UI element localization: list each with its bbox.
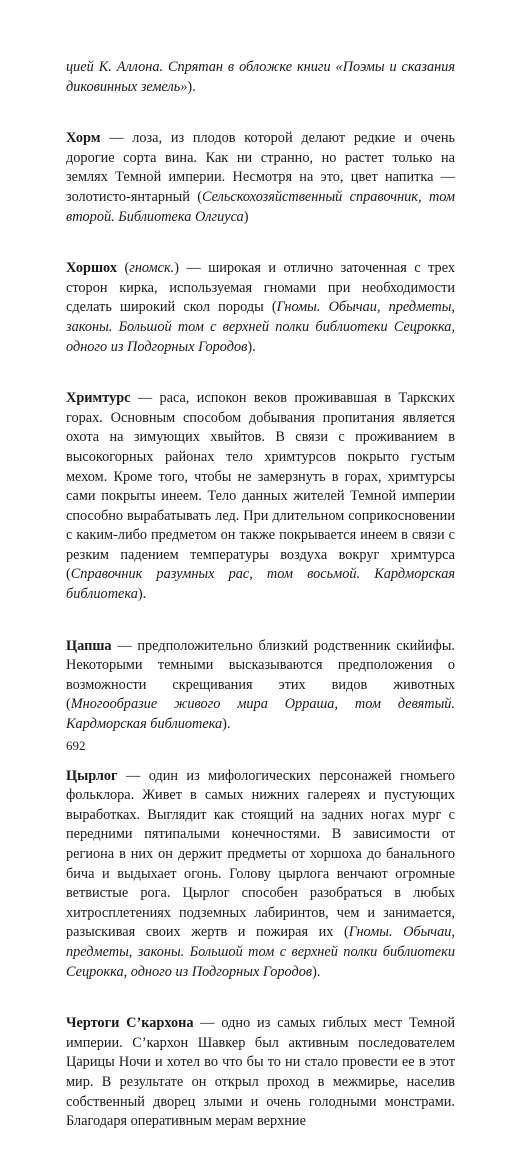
entry-text	[66, 259, 455, 357]
entry-tsyrlog	[66, 767, 455, 983]
entry-part: (	[117, 260, 130, 277]
entry-part: Многообразие живого мира Орраша, том девятый. Кардморская библиотека	[66, 696, 455, 733]
entry-part: Справочник разумных рас, том восьмой. Кардморская библиотека	[66, 566, 455, 603]
entry-text	[66, 58, 455, 97]
entry-term: Хримтурс	[66, 390, 131, 407]
entry-part: )	[243, 208, 249, 225]
entry-text	[66, 637, 455, 735]
entry-khorshokh	[66, 259, 455, 357]
entry-part: — один из мифологических персонажей гномьего фольклора. Живет в самых нижних галереях и пустующих выработках. Выглядит как стоящий на задних ногах мург с передними пятипалыми конечностями. В зависимости от региона в них он держит предметы от хоршоха до банального бича и выдыхает огонь. Голову цырлога венчают огромные ветвистые рога. Цырлог способен разобраться в любых хитросплетениях подземных лабиринтов, чем и занимается, разыскивая своих жертв и пожирая их (	[66, 767, 455, 941]
entry-part: гномск.	[129, 260, 175, 277]
entry-part: ).	[247, 338, 256, 355]
entry-term: Цырлог	[66, 767, 118, 784]
entry-part: — предположительно близкий родственник скийифы. Некоторыми темными высказываются предположения о возможности скрещивания этих видов животных (	[66, 637, 455, 713]
page-number: 692	[66, 738, 86, 753]
entry-part: Сельскохозяйственный справочник, том второй. Библиотека Олгиуса	[66, 188, 455, 225]
entry-part: ).	[187, 78, 196, 95]
entry-part: ).	[312, 963, 321, 980]
entry-chertogi-skarkhona	[66, 1014, 455, 1132]
entry-term: Хоршох	[66, 260, 117, 277]
entry-part: Гномы. Обычаи, предметы, законы. Большой том с верхней полки библиотеки Сецрокка, одного из Подгорных Городов	[66, 924, 455, 980]
entry-continuation	[66, 58, 455, 97]
page-body	[66, 58, 455, 1164]
entry-text	[66, 129, 455, 227]
entry-text	[66, 1014, 455, 1132]
entry-part: ) — широкая и отлично заточенная с трех сторон кирка, используемая гномами при необходимости сделать широкий скол породы (	[66, 260, 456, 316]
entry-term: Чертоги С’кархона	[66, 1015, 194, 1032]
entry-text	[66, 389, 455, 605]
entry-term: Хорм	[66, 130, 101, 147]
entry-khrimturs	[66, 389, 455, 605]
entry-tsapsha	[66, 637, 455, 735]
entry-part: Гномы. Обычаи, предметы, законы. Большой том с верхней полки библиотеки Сецрокка, одного из Подгорных Городов	[66, 299, 455, 355]
entry-part: ).	[222, 716, 231, 733]
entry-part: ).	[137, 586, 147, 603]
entry-part: — лоза, из плодов которой делают редкие и очень дорогие сорта вина. Как ни странно, но растет только на землях Темной империи. Несмотря на это, цвет напитка — золотисто-янтарный (	[66, 130, 455, 205]
entry-part: — одно из самых гиблых мест Темной империи. С’кархон Шавкер был активным последователем Царицы Ночи и хотел во что бы то ни стало провести ее в этот мир. В результате он открыл проход в межмирье, населив собственный дворец злыми и очень голодными монстрами. Благодаря оперативным мерам верхние	[66, 1015, 455, 1130]
entry-text	[66, 767, 455, 983]
entry-part: цией К. Аллона. Спрятан в обложке книги «Поэмы и сказания диковинных земель»	[66, 59, 455, 95]
entry-term: Цапша	[66, 637, 112, 654]
entry-khorm	[66, 129, 455, 227]
entry-part: — раса, испокон веков проживавшая в Таркских горах. Основным способом добывания пропитания является охота на зимующих хвыйтов. В связи с проживанием в высокогорных районах тело хримтурсов покрыто густым мехом. Кроме того, чтобы не замерзнуть в горах, хримтурсы сами покрыты инеем. Тело данных жителей Темной империи способно вырабатывать лед. При длительном соприкосновении с каким-либо предметом он также покрывается инеем в связи с резким падением температуры воздуха вокруг хримтурса (	[66, 390, 455, 583]
